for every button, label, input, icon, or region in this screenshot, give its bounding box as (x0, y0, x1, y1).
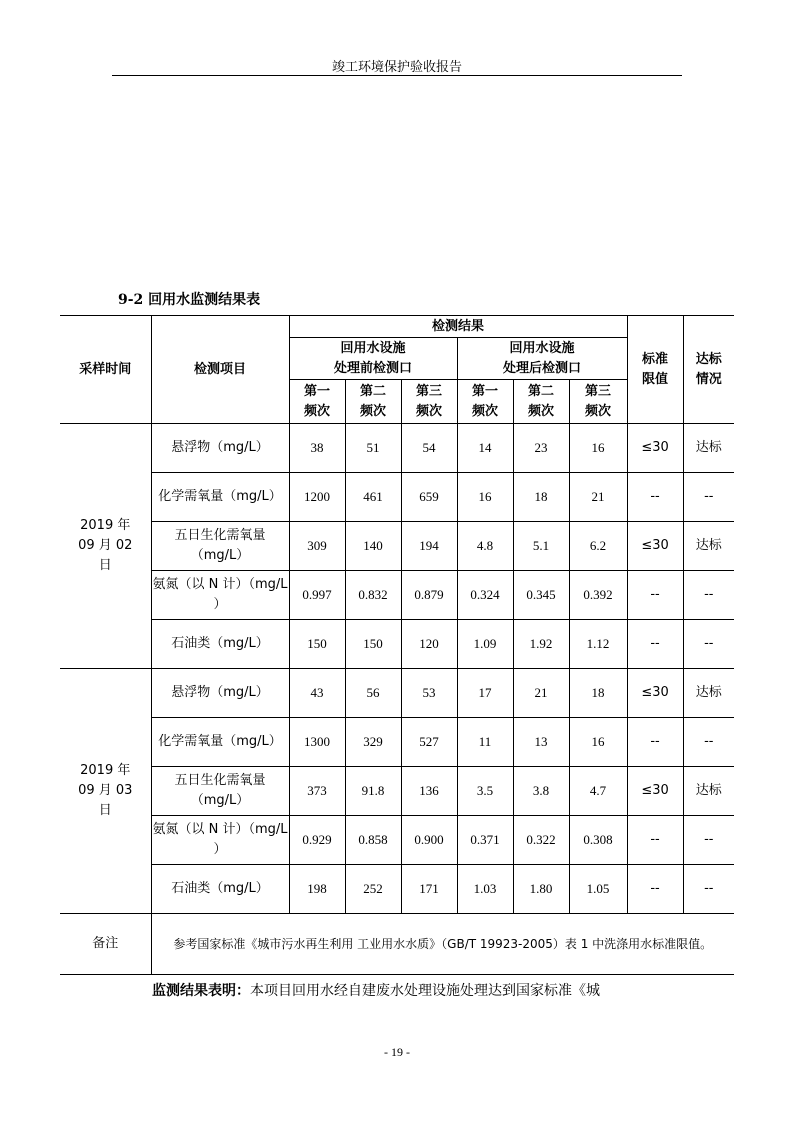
measurement-value: 1.92 (513, 620, 569, 669)
table-row (60, 816, 734, 865)
measurement-value: 13 (513, 718, 569, 767)
header-results: 检测结果 (289, 316, 627, 338)
header-freq: 第二 频次 (345, 380, 401, 424)
standard-limit: -- (627, 718, 683, 767)
header-rule (112, 75, 682, 76)
measurement-value: 198 (289, 865, 345, 914)
measurement-value: 3.5 (457, 767, 513, 816)
compliance-status: -- (683, 816, 734, 865)
header-freq: 第二 频次 (513, 380, 569, 424)
header-sampling-time: 采样时间 (60, 316, 151, 424)
measurement-value: 136 (401, 767, 457, 816)
measurement-value: 18 (569, 669, 627, 718)
measurement-value: 1.09 (457, 620, 513, 669)
measurement-value: 14 (457, 424, 513, 473)
test-item: 五日生化需氧量 （mg/L） (151, 522, 289, 571)
section-title: 9-2 回用水监测结果表 (118, 292, 261, 308)
test-item: 石油类（mg/L） (151, 620, 289, 669)
measurement-value: 0.392 (569, 571, 627, 620)
standard-limit: -- (627, 620, 683, 669)
measurement-value: 527 (401, 718, 457, 767)
measurement-value: 11 (457, 718, 513, 767)
measurement-value: 171 (401, 865, 457, 914)
standard-limit: -- (627, 865, 683, 914)
measurement-value: 1.03 (457, 865, 513, 914)
remark-text: 参考国家标准《城市污水再生利用 工业用水水质》（GB/T 19923-2005）表 1 中洗涤用水标准限值。 (151, 914, 734, 975)
standard-limit: ≤30 (627, 669, 683, 718)
measurement-value: 150 (345, 620, 401, 669)
measurement-value: 51 (345, 424, 401, 473)
measurement-value: 0.345 (513, 571, 569, 620)
measurement-value: 150 (289, 620, 345, 669)
results-table (60, 315, 734, 975)
test-item: 悬浮物（mg/L） (151, 669, 289, 718)
conclusion-text: 本项目回用水经自建废水处理设施处理达到国家标准《城 (250, 983, 600, 999)
standard-limit: ≤30 (627, 424, 683, 473)
measurement-value: 659 (401, 473, 457, 522)
measurement-value: 56 (345, 669, 401, 718)
measurement-value: 0.308 (569, 816, 627, 865)
table-row (60, 669, 734, 718)
conclusion-lead: 监测结果表明： (152, 983, 250, 999)
compliance-status: -- (683, 571, 734, 620)
measurement-value: 4.8 (457, 522, 513, 571)
table-row (60, 620, 734, 669)
sampling-date: 2019 年 09 月 03 日 (60, 669, 151, 914)
measurement-value: 23 (513, 424, 569, 473)
measurement-value: 18 (513, 473, 569, 522)
sampling-date: 2019 年 09 月 02 日 (60, 424, 151, 669)
measurement-value: 0.929 (289, 816, 345, 865)
header-freq: 第一 频次 (457, 380, 513, 424)
page-header-title: 竣工环境保护验收报告 (331, 60, 462, 75)
measurement-value: 0.832 (345, 571, 401, 620)
compliance-status: -- (683, 865, 734, 914)
measurement-value: 38 (289, 424, 345, 473)
measurement-value: 1.05 (569, 865, 627, 914)
table-row (60, 718, 734, 767)
header-before: 回用水设施 处理前检测口 (289, 338, 457, 380)
measurement-value: 461 (345, 473, 401, 522)
measurement-value: 16 (457, 473, 513, 522)
measurement-value: 194 (401, 522, 457, 571)
header-status: 达标 情况 (683, 316, 734, 424)
test-item: 石油类（mg/L） (151, 865, 289, 914)
measurement-value: 1200 (289, 473, 345, 522)
test-item: 化学需氧量（mg/L） (151, 473, 289, 522)
test-item: 悬浮物（mg/L） (151, 424, 289, 473)
measurement-value: 1.80 (513, 865, 569, 914)
table-row (60, 424, 734, 473)
measurement-value: 3.8 (513, 767, 569, 816)
page-number: - 19 - (384, 1045, 410, 1059)
compliance-status: 达标 (683, 767, 734, 816)
measurement-value: 6.2 (569, 522, 627, 571)
measurement-value: 309 (289, 522, 345, 571)
standard-limit: ≤30 (627, 767, 683, 816)
test-item: 氨氮（以 N 计）（mg/L ） (151, 571, 289, 620)
remark-label: 备注 (60, 914, 151, 975)
measurement-value: 16 (569, 718, 627, 767)
header-after: 回用水设施 处理后检测口 (457, 338, 627, 380)
conclusion (152, 980, 600, 1000)
measurement-value: 0.371 (457, 816, 513, 865)
compliance-status: -- (683, 718, 734, 767)
remark-row (60, 914, 734, 975)
measurement-value: 373 (289, 767, 345, 816)
table-row (60, 522, 734, 571)
measurement-value: 53 (401, 669, 457, 718)
measurement-value: 1.12 (569, 620, 627, 669)
standard-limit: -- (627, 816, 683, 865)
table-row (60, 473, 734, 522)
measurement-value: 91.8 (345, 767, 401, 816)
compliance-status: 达标 (683, 669, 734, 718)
measurement-value: 4.7 (569, 767, 627, 816)
header-freq: 第三 频次 (569, 380, 627, 424)
standard-limit: -- (627, 473, 683, 522)
measurement-value: 21 (569, 473, 627, 522)
table-row (60, 571, 734, 620)
measurement-value: 17 (457, 669, 513, 718)
test-item: 氨氮（以 N 计）（mg/L ） (151, 816, 289, 865)
compliance-status: 达标 (683, 522, 734, 571)
measurement-value: 0.997 (289, 571, 345, 620)
measurement-value: 0.858 (345, 816, 401, 865)
table-row (60, 865, 734, 914)
measurement-value: 21 (513, 669, 569, 718)
measurement-value: 1300 (289, 718, 345, 767)
measurement-value: 43 (289, 669, 345, 718)
test-item: 五日生化需氧量 （mg/L） (151, 767, 289, 816)
measurement-value: 329 (345, 718, 401, 767)
compliance-status: -- (683, 620, 734, 669)
measurement-value: 5.1 (513, 522, 569, 571)
measurement-value: 0.900 (401, 816, 457, 865)
standard-limit: ≤30 (627, 522, 683, 571)
measurement-value: 252 (345, 865, 401, 914)
measurement-value: 0.324 (457, 571, 513, 620)
compliance-status: 达标 (683, 424, 734, 473)
header-limit: 标准 限值 (627, 316, 683, 424)
measurement-value: 0.879 (401, 571, 457, 620)
header-freq: 第一 频次 (289, 380, 345, 424)
header-freq: 第三 频次 (401, 380, 457, 424)
header-item: 检测项目 (151, 316, 289, 424)
table-row (60, 767, 734, 816)
measurement-value: 16 (569, 424, 627, 473)
measurement-value: 0.322 (513, 816, 569, 865)
measurement-value: 120 (401, 620, 457, 669)
compliance-status: -- (683, 473, 734, 522)
measurement-value: 54 (401, 424, 457, 473)
test-item: 化学需氧量（mg/L） (151, 718, 289, 767)
standard-limit: -- (627, 571, 683, 620)
measurement-value: 140 (345, 522, 401, 571)
